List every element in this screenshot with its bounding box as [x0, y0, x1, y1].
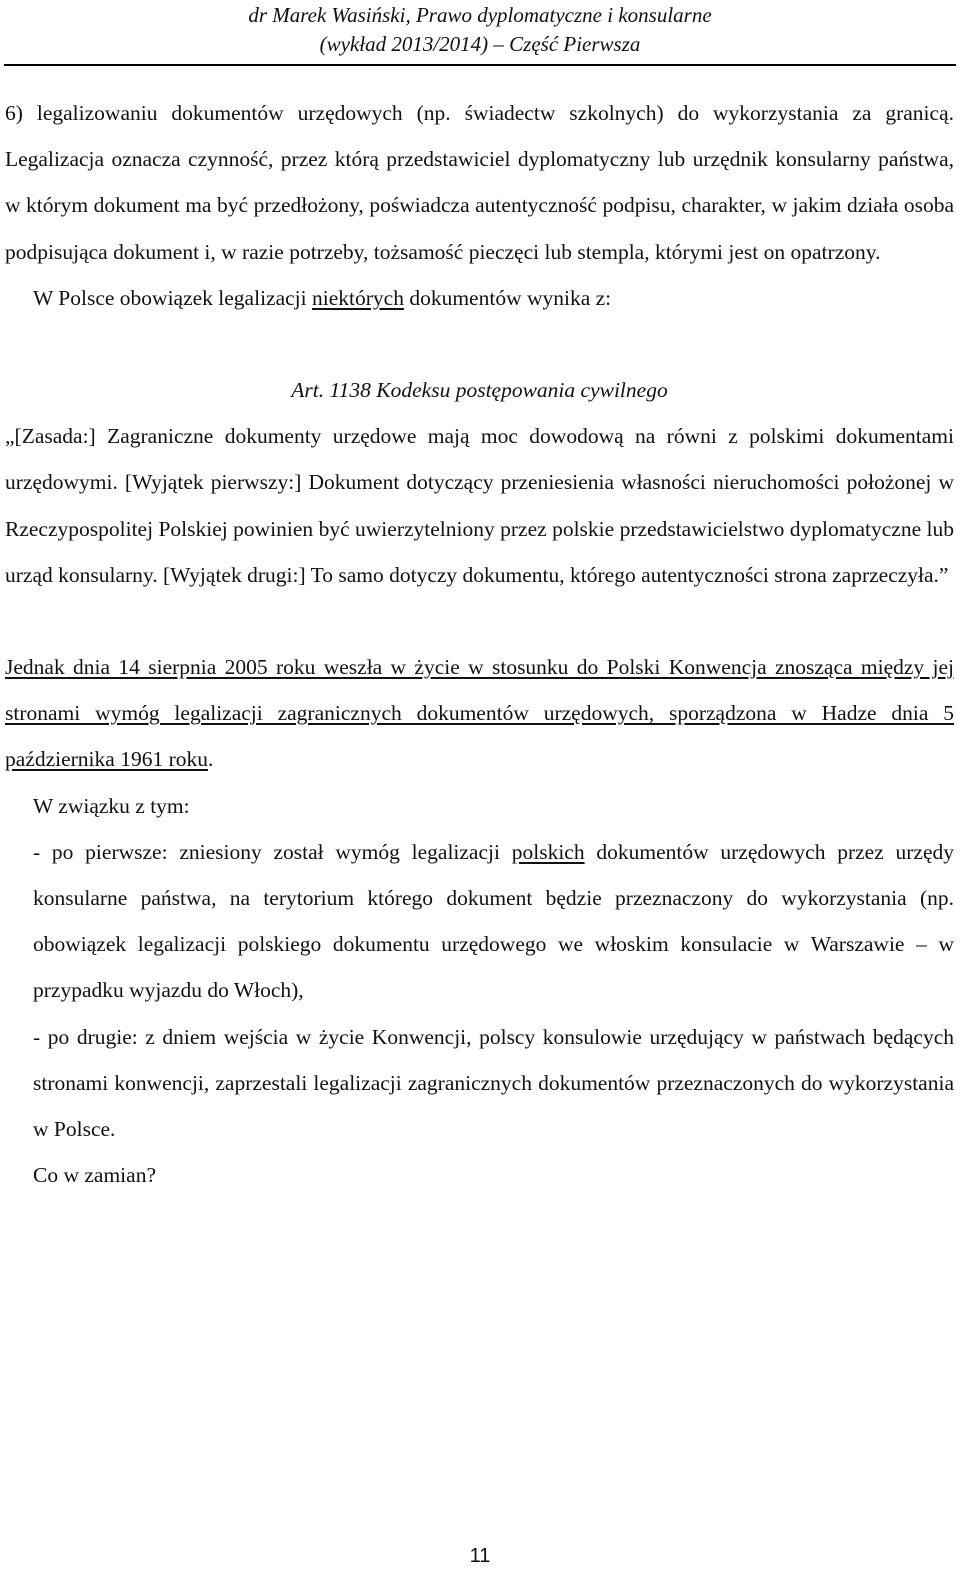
obligation-underlined: niektórych [312, 285, 404, 310]
point-one-text: - po pierwsze: zniesiony został wymóg legalizacji [33, 839, 512, 864]
closing-question: Co w zamian? [33, 1163, 156, 1188]
convention-underlined: Jednak dnia 14 sierpnia 2005 roku weszła w życie w stosunku do Polski Konwencja znosząca między jej stronami wymóg legalizacji zagranicznych dokumentów urzędowych, sporządzona w Hadze dnia 5 października 1961 roku [5, 655, 954, 772]
obligation-text: W Polsce obowiązek legalizacji [33, 285, 312, 310]
spacer [5, 321, 954, 367]
point-two-paragraph: - po drugie: z dniem wejścia w życie Konwencji, polscy konsulowie urzędujący w państwach będących stronami konwencji, zaprzestali legalizacji zagranicznych dokumentów przeznaczonych do wykorzystania w Polsce. [33, 1024, 954, 1142]
in-connection-line: W związku z tym: [33, 793, 190, 818]
header-author-title: dr Marek Wasiński, Prawo dyplomatyczne i konsularne [248, 3, 712, 27]
obligation-text-end: dokumentów wynika z: [403, 285, 612, 310]
page-number: 11 [469, 1545, 491, 1567]
legalization-obligation-line [5, 275, 954, 321]
hague-convention-paragraph [5, 644, 954, 783]
point-one-underlined: polskich [511, 839, 585, 864]
document-body [5, 90, 954, 1198]
point-one-text-end: dokumentów urzędowych przez urzędy konsularne państwa, na terytorium którego dokument będzie przeznaczony do wykorzystania (np. obowiązek legalizacji polskiego dokumentu urzędowego we włoskim konsulacie w Warszawie – w przypadku wyjazdu do Włoch), [33, 839, 954, 1003]
point-one-paragraph [5, 829, 954, 1014]
civil-code-quote: „[Zasada:] Zagraniczne dokumenty urzędowe mają moc dowodową na równi z polskimi dokumentami urzędowymi. [Wyjątek pierwszy:] Dokument dotyczący przeniesienia własności nieruchomości położonej w Rzeczypospolitej Polskiej powinien być uwierzytelniony przez polskie przedstawicielstwo dyplomatyczne lub urząd konsularny. [Wyjątek drugi:] To samo dotyczy dokumentu, którego autentyczności strona zaprzeczyła.” [5, 424, 954, 587]
item-6-number: 6) [5, 101, 23, 125]
spacer [5, 598, 954, 644]
page-header [0, 0, 960, 59]
convention-end: . [207, 747, 214, 772]
item-6-paragraph [5, 90, 954, 275]
item-6-text: legalizowaniu dokumentów urzędowych (np. świadectw szkolnych) do wykorzystania za granicą. Legalizacja oznacza czynność, przez którą przedstawiciel dyplomatyczny lub urzędnik konsularny państwa, w którym dokument ma być przedłożony, poświadcza autentyczność podpisu, charakter, w jakim działa osoba podpisująca dokument i, w razie potrzeby, tożsamość pieczęci lub stempla, którymi jest on opatrzony. [5, 101, 954, 264]
header-divider [4, 64, 956, 66]
header-lecture-part: (wykład 2013/2014) – Część Pierwsza [319, 32, 641, 56]
legal-citation: Art. 1138 Kodeksu postępowania cywilnego [291, 378, 668, 403]
